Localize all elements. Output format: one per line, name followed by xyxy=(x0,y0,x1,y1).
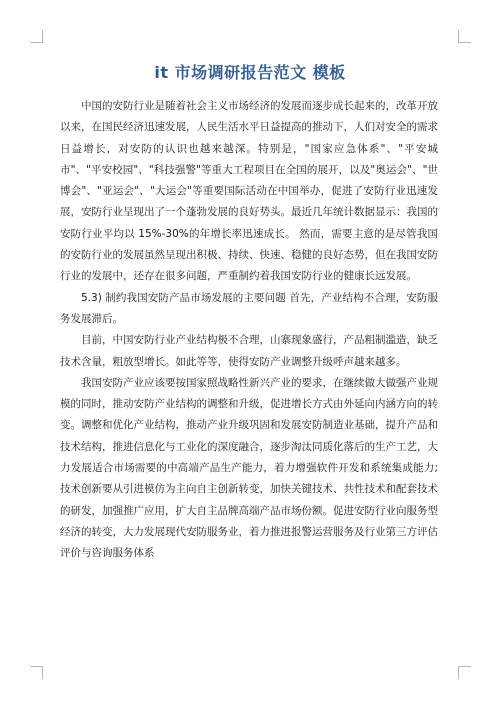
crop-mark-bottom-right xyxy=(458,666,471,679)
paragraph-intro: 中国的安防行业是随着社会主义市场经济的发展而逐步成长起来的，改革开放以来，在国民经济迅速发展，人民生活水平日益提高的推动下，人们对安全的需求日益增长，对安防的认识也越来越深。特别是，"国家应急体系"、"平安城市"、"平安校园"、"科技强警"等重大工程项目在全国的展开，以及"奥运会"、"世博会"、"亚运会"、"大运会"等重要国际活动在中国举办，促进了安防行业迅速发展，安防行业呈现出了一个蓬勃发展的良好势头。最近几年统计数据显示：我国的安防行业平均以 15%-30%的年增长率迅速成长。 然而，需要主意的是尽管我国的安防行业的发展虽然呈现出积极、持续、快速、稳健的良好态势，但在我国安防行业的发展中，还存在很多问题，严重制约着我国安防行业的健康长远发展。 xyxy=(60,100,438,283)
paragraph-section-heading: 5.3) 制约我国安防产品市场发展的主要问题 首先，产业结构不合理，安防服务发展滞后。 xyxy=(60,291,438,325)
crop-mark-top-left xyxy=(30,30,43,43)
paragraph-upgrade-strategy: 我国安防产业应该要按国家照战略性新兴产业的要求，在继续做大做强产业规模的同时，推动安防产业结构的调整和升级，促进增长方式由外延向内涵方向的转变。调整和优化产业结构，推动产业升级巩固和发展安防制造业基础，提升产品和技术结构，推进信息化与工业化的深度融合，逐步淘汰同质化落后的生产工艺，大力发展适合市场需要的中高端产品生产能力，着力增强软件开发和系统集成能力;技术创新要从引进模仿为主向自主创新转变，加快关键技术、共性技术和配套技术的研发，加强推广应用，扩大自主品牌高端产品市场份额。促进安防行业向服务型经济的转变，大力发展现代安防服务业，着力推进报警运营服务及行业第三方评估评价与咨询服务体系 xyxy=(60,376,438,560)
crop-mark-bottom-left xyxy=(30,666,43,679)
document-title: it 市场调研报告范文 模板 xyxy=(154,63,346,82)
document-body xyxy=(60,96,438,565)
paragraph-industry-structure: 目前，中国安防行业产业结构极不合理，山寨现象盛行，产品粗制滥造，缺乏技术含量，粗放型增长。如此等等，使得安防产业调整升级呼声越来越多。 xyxy=(60,334,438,368)
crop-mark-top-right xyxy=(458,30,471,43)
